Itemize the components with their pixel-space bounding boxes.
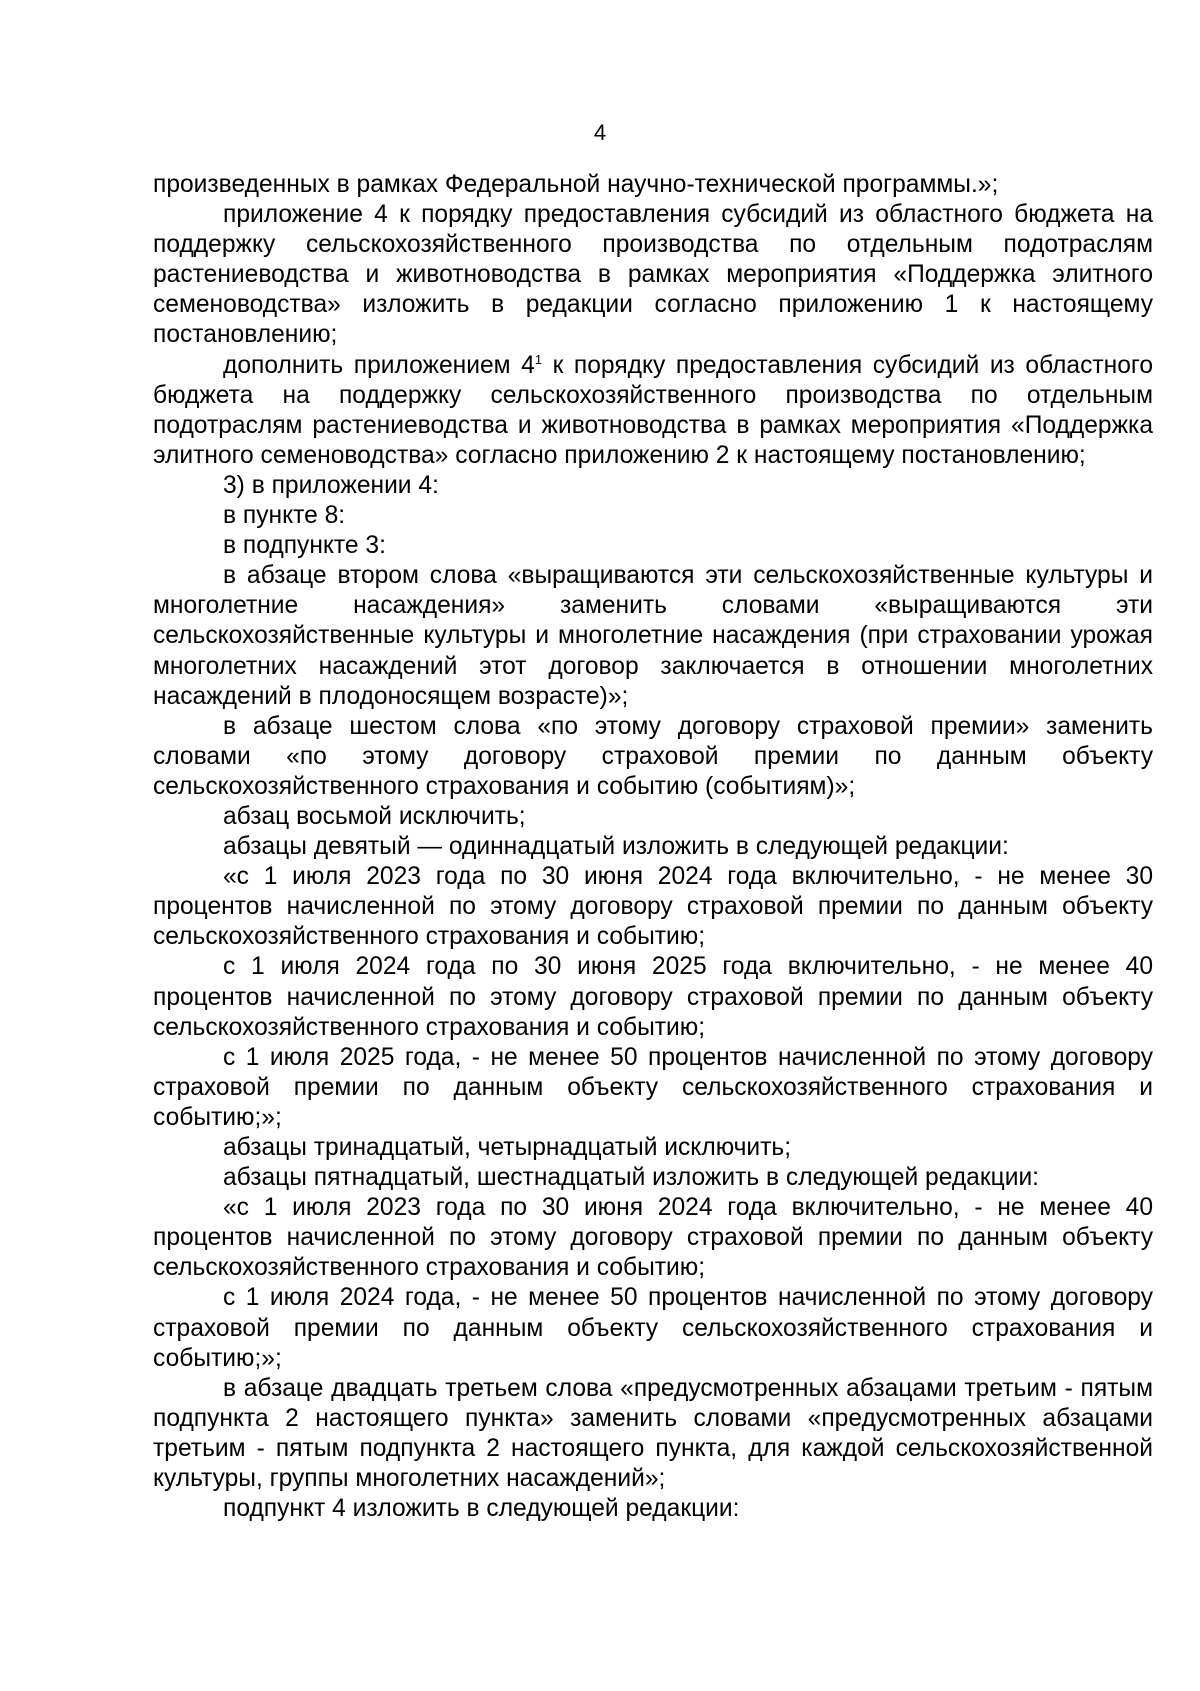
paragraph: 3) в приложении 4: <box>223 471 439 499</box>
paragraph-supplement <box>153 351 1153 471</box>
page-number: 4 <box>593 120 607 145</box>
paragraph: абзацы тринадцатый, четырнадцатый исключить; <box>223 1134 792 1161</box>
paragraph: в абзаце втором слова «выращиваются эти сельскохозяйственные культуры и многолетние насаждения» заменить словами «выращиваются эти сельскохозяйственные культуры и многолетние насаждения (при страховании урожая многолетних насаждений этот договор заключается в отношении многолетних насаждений в плодоносящем возрасте)»; <box>153 562 1153 710</box>
paragraph: с 1 июля 2024 года, - не менее 50 процентов начисленной по этому договору страховой премии по данным объекту сельскохозяйственного страхования и событию;»; <box>153 1284 1153 1372</box>
paragraph: приложение 4 к порядку предоставления субсидий из областного бюджета на поддержку сельскохозяйственного производства по отдельным подотраслям растениеводства и животноводства в рамках мероприятия «Поддержка элитного семеноводства» изложить в редакции согласно приложению 1 к настоящему постановлению; <box>153 201 1153 349</box>
paragraph: с 1 июля 2024 года по 30 июня 2025 года включительно, - не менее 40 процентов начисленной по этому договору страховой премии по данным объекту сельскохозяйственного страхования и событию; <box>153 953 1153 1041</box>
paragraph: абзацы девятый — одиннадцатый изложить в следующей редакции: <box>223 833 1009 861</box>
paragraph: «с 1 июля 2023 года по 30 июня 2024 года включительно, - не менее 40 процентов начисленной по этому договору страховой премии по данным объекту сельскохозяйственного страхования и событию; <box>153 1194 1153 1282</box>
paragraph: в пункте 8: <box>223 502 346 530</box>
paragraph: абзацы пятнадцатый, шестнадцатый изложить в следующей редакции: <box>223 1164 1040 1192</box>
paragraph: «с 1 июля 2023 года по 30 июня 2024 года включительно, - не менее 30 процентов начисленной по этому договору страховой премии по данным объекту сельскохозяйственного страхования и событию; <box>153 863 1153 951</box>
paragraph: в абзаце двадцать третьем слова «предусмотренных абзацами третьим - пятым подпункта 2 настоящего пункта» заменить словами «предусмотренных абзацами третьим - пятым подпункта 2 настоящего пункта, для каждой сельскохозяйственной культуры, группы многолетних насаждений»; <box>153 1374 1153 1493</box>
paragraph-text: дополнить приложением 4 <box>223 351 535 379</box>
paragraph-text: к порядку предоставления субсидий из областного бюджета на поддержку сельскохозяйственного производства по отдельным подотраслям растениеводства и животноводства в рамках мероприятия «Поддержка элитного семеноводства» согласно приложению 2 к настоящему постановлению; <box>153 351 1154 469</box>
superscript: 1 <box>534 351 543 367</box>
paragraph: подпункт 4 изложить в следующей редакции: <box>223 1495 740 1523</box>
paragraph: с 1 июля 2025 года, - не менее 50 процентов начисленной по этому договору страховой премии по данным объекту сельскохозяйственного страхования и событию;»; <box>153 1043 1153 1131</box>
paragraph: в подпункте 3: <box>223 532 386 560</box>
paragraph: абзац восьмой исключить; <box>223 802 526 830</box>
document-body <box>153 170 1153 1524</box>
paragraph: произведенных в рамках Федеральной научно-технической программы.»; <box>153 171 999 198</box>
paragraph: в абзаце шестом слова «по этому договору страховой премии» заменить словами «по этому договору страховой премии по данным объекту сельскохозяйственного страхования и событию (событиям)»; <box>153 712 1153 800</box>
